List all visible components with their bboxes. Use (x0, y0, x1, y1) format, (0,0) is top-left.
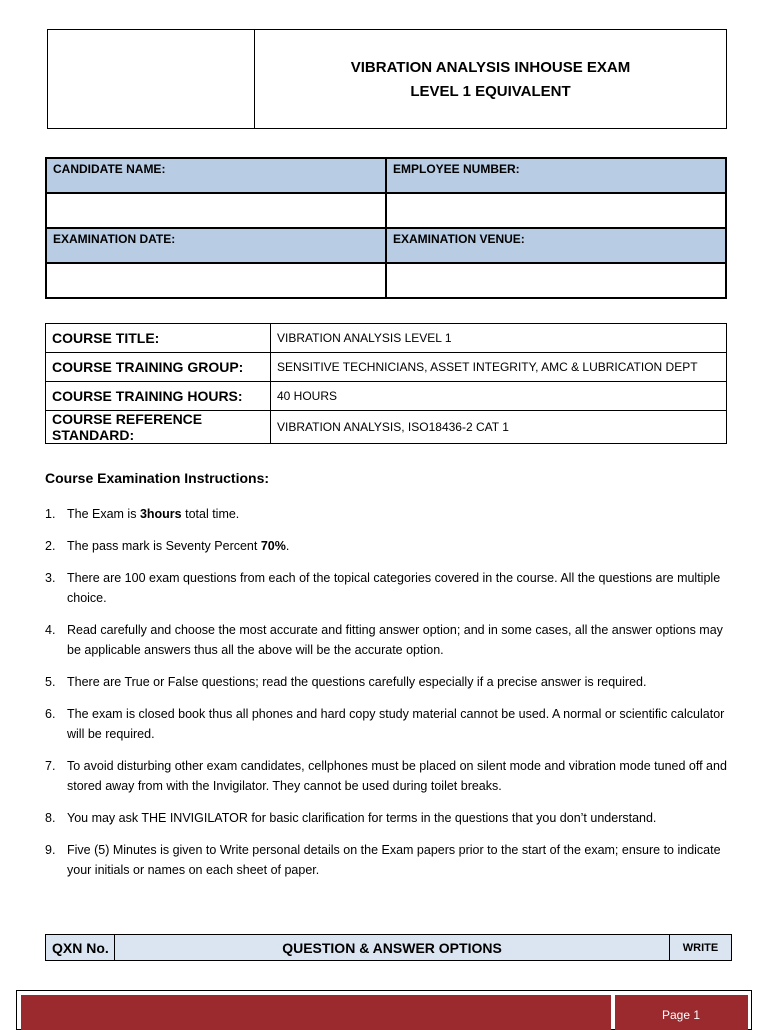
instructions-list (45, 504, 735, 892)
question-options-header: QUESTION & ANSWER OPTIONS (115, 935, 670, 961)
course-training-hours-value: 40 HOURS (271, 382, 727, 411)
instruction-item: 2. The pass mark is Seventy Percent 70%. (45, 539, 290, 553)
candidate-details-table (45, 157, 727, 299)
course-reference-standard-label: COURSE REFERENCE STANDARD: (46, 411, 271, 444)
exam-title: VIBRATION ANALYSIS INHOUSE EXAM (350, 59, 631, 76)
candidate-name-field[interactable] (46, 193, 386, 228)
employee-number-field[interactable] (386, 193, 726, 228)
instruction-item: 9. Five (5) Minutes is given to Write personal details on the Exam papers prior to the start of the exam; ensure to indicate your initials or names on each sheet of paper. (45, 843, 721, 877)
course-title-value: VIBRATION ANALYSIS LEVEL 1 (271, 324, 727, 353)
write-header: WRITE (670, 935, 732, 961)
examination-venue-label: EXAMINATION VENUE: (386, 228, 726, 263)
instruction-item: 6. The exam is closed book thus all phones and hard copy study material cannot be used. A normal or scientific calculator will be required. (45, 707, 725, 741)
instruction-item: 8. You may ask THE INVIGILATOR for basic clarification for terms in the questions that you don’t understand. (45, 811, 657, 825)
instruction-item: 1. The Exam is 3hours total time. (45, 507, 240, 521)
examination-date-label: EXAMINATION DATE: (46, 228, 386, 263)
course-info-table (45, 323, 727, 444)
course-row (46, 411, 727, 444)
instruction-item: 4. Read carefully and choose the most accurate and fitting answer option; and in some cases, all the answer options may be applicable answers thus all the above will be the accurate option. (45, 623, 723, 657)
footer-bar (21, 995, 611, 1030)
footer-page-box (615, 995, 748, 1030)
exam-header-box (47, 29, 727, 129)
instruction-item: 5. There are True or False questions; read the questions carefully especially if a precise answer is required. (45, 675, 647, 689)
course-reference-standard-value: VIBRATION ANALYSIS, ISO18436-2 CAT 1 (271, 411, 727, 444)
course-row (46, 324, 727, 353)
course-row (46, 353, 727, 382)
instruction-item: 3. There are 100 exam questions from each of the topical categories covered in the course. All the questions are multiple choice. (45, 571, 721, 605)
course-training-hours-label: COURSE TRAINING HOURS: (46, 382, 271, 411)
employee-number-label: EMPLOYEE NUMBER: (386, 158, 726, 193)
course-title-label: COURSE TITLE: (46, 324, 271, 353)
question-header-table (45, 934, 732, 961)
examination-date-field[interactable] (46, 263, 386, 298)
exam-title-cell (255, 30, 726, 128)
instructions-heading: Course Examination Instructions: (45, 470, 270, 486)
examination-venue-field[interactable] (386, 263, 726, 298)
logo-placeholder-cell (48, 30, 255, 128)
course-training-group-label: COURSE TRAINING GROUP: (46, 353, 271, 382)
candidate-name-label: CANDIDATE NAME: (46, 158, 386, 193)
page-number: Page 1 (662, 1008, 701, 1022)
course-row (46, 382, 727, 411)
course-training-group-value: SENSITIVE TECHNICIANS, ASSET INTEGRITY, AMC & LUBRICATION DEPT (271, 353, 727, 382)
instruction-item: 7. To avoid disturbing other exam candidates, cellphones must be placed on silent mode and vibration mode tuned off and stored away from with the Invigilator. They cannot be used during toilet breaks. (45, 759, 727, 793)
question-number-header: QXN No. (46, 935, 115, 961)
exam-subtitle: LEVEL 1 EQUIVALENT (410, 83, 571, 100)
